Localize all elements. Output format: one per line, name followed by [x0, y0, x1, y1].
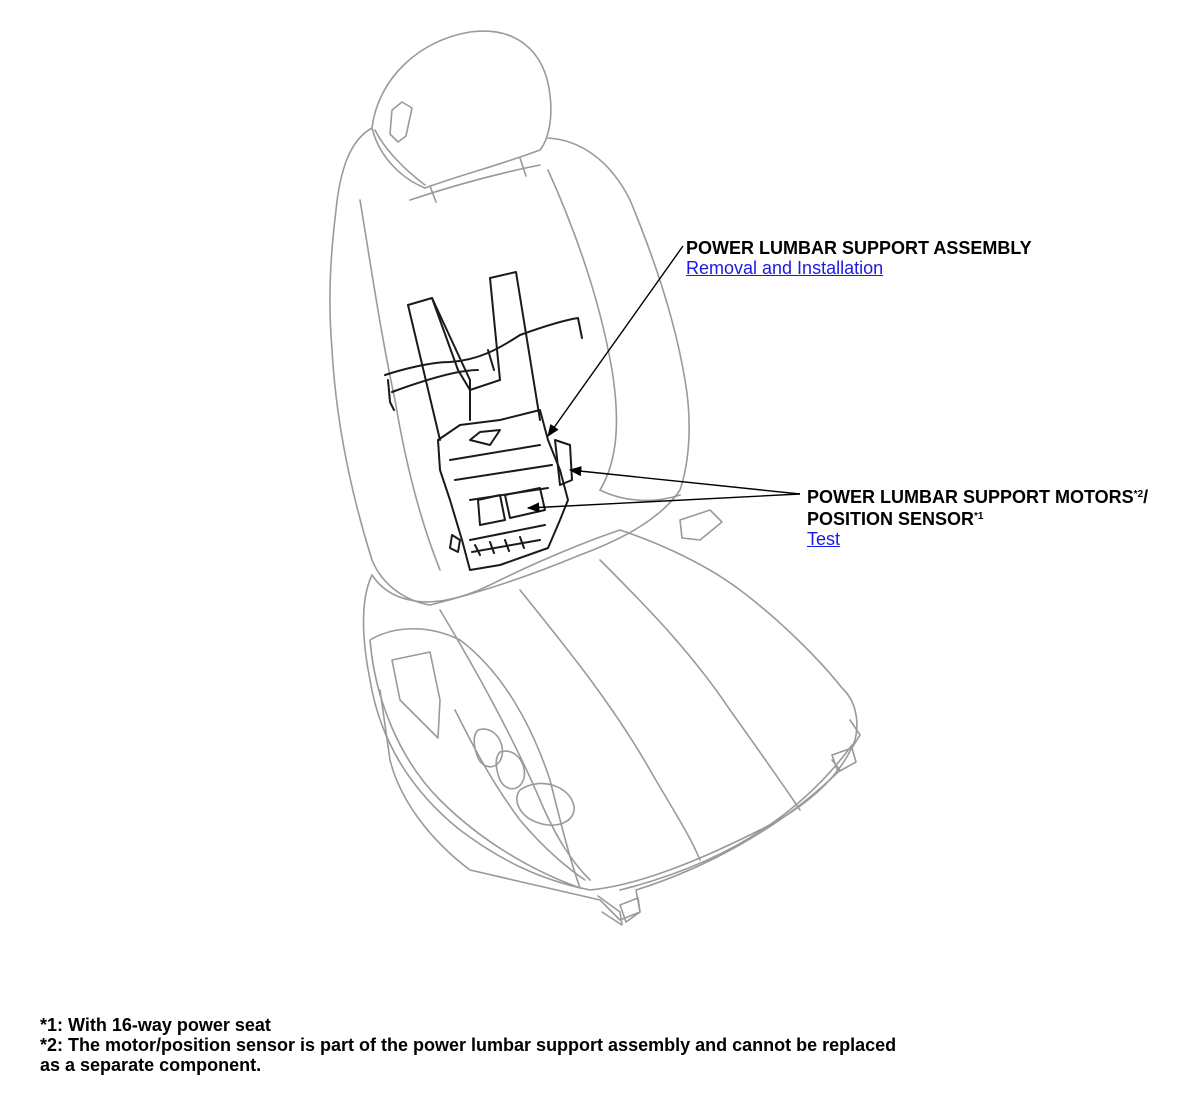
cushion-front: [620, 745, 852, 890]
removal-installation-link[interactable]: Removal and Installation: [686, 258, 884, 278]
footnote-ref-1: *1: [974, 511, 984, 522]
seat-outline: [330, 31, 860, 925]
lumbar-assembly-drawing: [385, 272, 582, 570]
motors-title-line1: POWER LUMBAR SUPPORT MOTORS$^{*2}$/: [807, 487, 1149, 507]
rail-foot-front: [832, 748, 856, 772]
side-trim: [370, 629, 580, 888]
seatback-outer: [330, 128, 689, 605]
seatback-panel: [410, 165, 540, 200]
cushion-inner-2: [520, 590, 700, 860]
seat-switch-oval: [517, 783, 574, 825]
cushion-inner-3: [600, 560, 800, 810]
footnotes: [40, 1015, 896, 1075]
test-link[interactable]: Test: [807, 529, 841, 549]
headrest-button: [390, 102, 412, 142]
footnote-2-line1: *2: The motor/position sensor is part of the power lumbar support assembly and cannot be replaced: [40, 1035, 897, 1055]
headrest: [372, 31, 551, 188]
cushion-outer: [364, 530, 857, 890]
lumbar-motor-side: [555, 440, 572, 485]
callout-lumbar-assembly: [686, 238, 1032, 278]
motors-title-line2: POSITION SENSOR$^{*1}$: [807, 509, 984, 529]
footnote-1: *1: With 16-way power seat: [40, 1015, 271, 1035]
headrest-inner: [375, 130, 425, 185]
seatbelt-buckle: [680, 510, 722, 540]
seatback-inner-left: [360, 200, 440, 570]
lumbar-assembly-title: POWER LUMBAR SUPPORT ASSEMBLY: [686, 238, 1032, 258]
footnote-2-line2: as a separate component.: [40, 1055, 262, 1075]
leader-motor-center: [528, 494, 800, 508]
footnote-ref-2: *2: [1133, 489, 1144, 500]
seat-switch-knob-1: [474, 729, 502, 767]
seat-rail: [380, 690, 840, 920]
seat-switch-lever: [392, 652, 440, 738]
callout-lumbar-motors: [807, 485, 1148, 549]
leader-lines: [528, 246, 800, 508]
